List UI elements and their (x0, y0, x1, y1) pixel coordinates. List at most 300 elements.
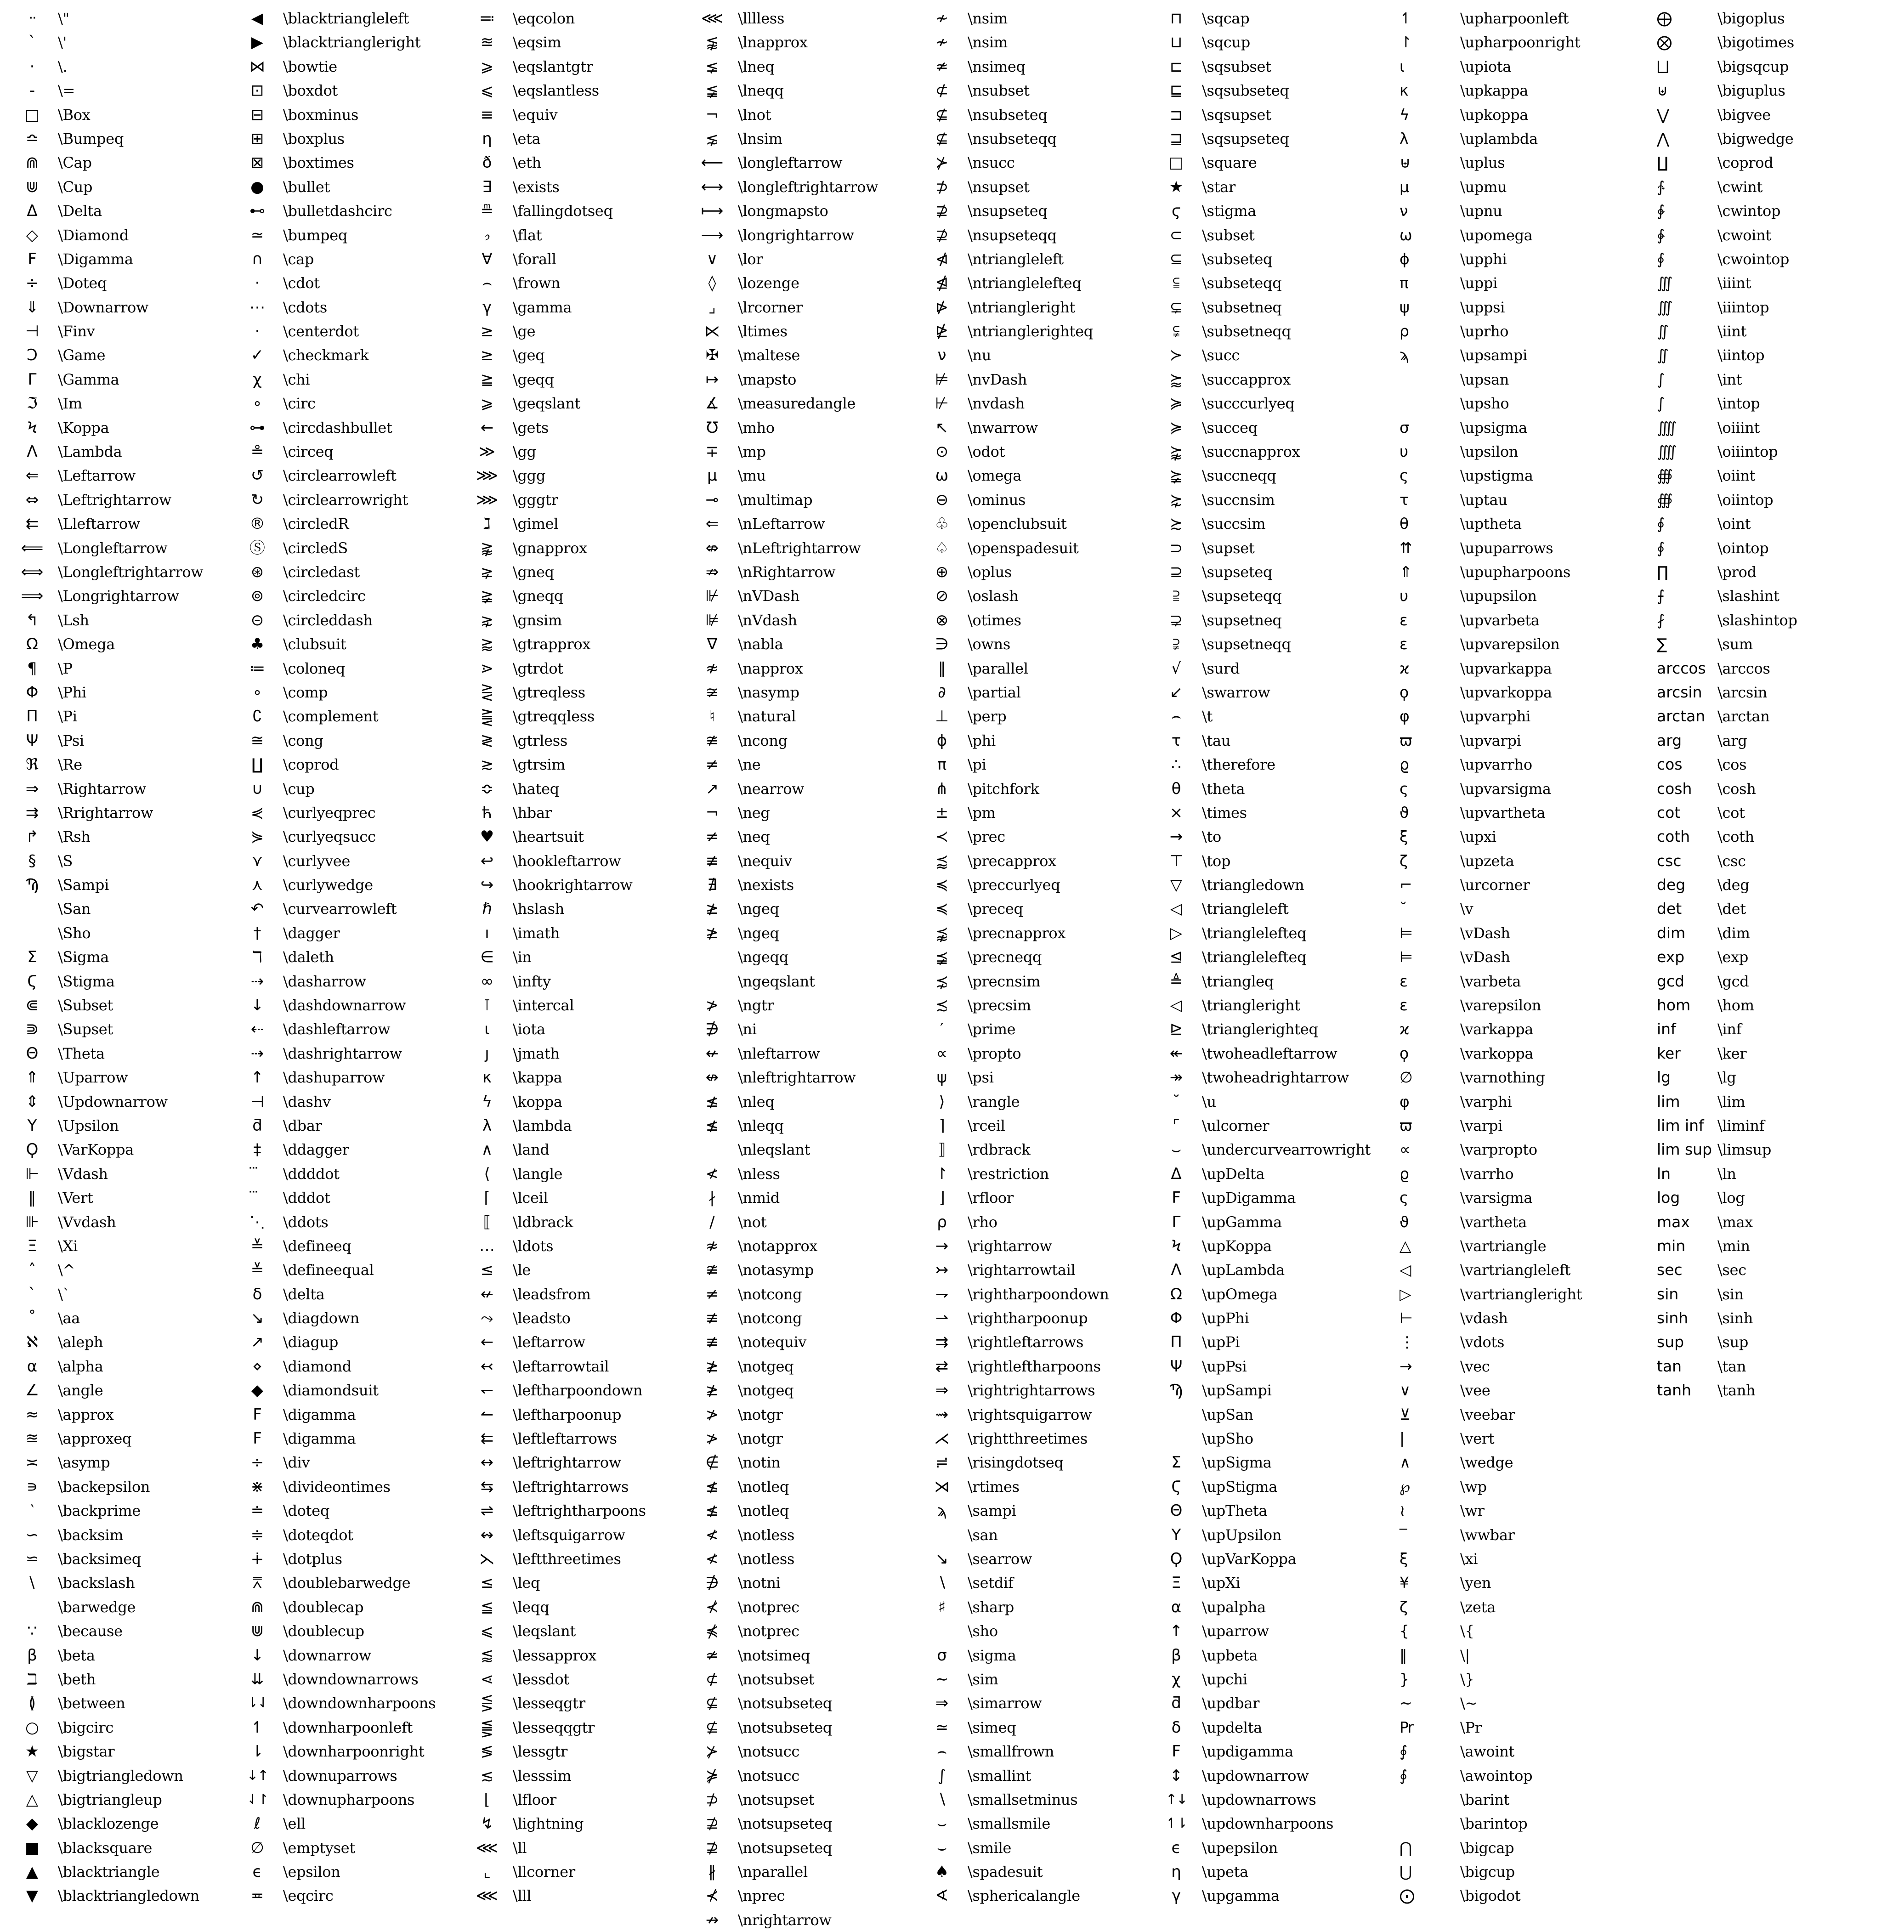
symbol-glyph: ⋒ (250, 1598, 264, 1616)
symbol-row (6, 6, 232, 30)
symbol-command-name: \smallsetminus (968, 1790, 1078, 1808)
symbol-glyph: α (27, 1357, 38, 1376)
symbol-glyph: ⊘ (935, 587, 949, 606)
symbol-command-name: \propto (968, 1044, 1021, 1062)
symbol-command-name: \upTheta (1202, 1502, 1268, 1520)
symbol-command-name: \ker (1717, 1044, 1747, 1062)
symbol-row (232, 753, 461, 776)
symbol-command-name: \rho (968, 1213, 997, 1231)
symbol-row (1389, 1788, 1647, 1812)
symbol-row (1647, 729, 1904, 753)
symbol-row (6, 1090, 232, 1114)
symbol-command-name: \lrcorner (738, 298, 803, 316)
symbol-glyph: ⊷ (249, 202, 265, 221)
symbol-glyph: ζ (1400, 851, 1408, 870)
symbol-command-name: \ldots (513, 1237, 554, 1255)
symbol-command-name: \Cap (58, 154, 92, 172)
symbol-command-name: \defineequal (283, 1261, 374, 1279)
symbol-command-name: \doublecup (283, 1622, 364, 1640)
symbol-row (6, 103, 232, 127)
symbol-row (686, 223, 916, 247)
symbol-row (232, 1138, 461, 1161)
symbol-glyph: ⋂ (1400, 1838, 1412, 1857)
symbol-row (6, 1378, 232, 1402)
symbol-glyph: · (255, 274, 260, 293)
symbol-glyph: ≷ (480, 731, 494, 750)
symbol-glyph: ϖ (1400, 1116, 1412, 1134)
symbol-row (686, 1547, 916, 1571)
symbol-glyph: Ϟ (1171, 1236, 1182, 1255)
symbol-command-name: \rceil (968, 1116, 1005, 1134)
symbol-glyph: ⋇ (250, 1477, 264, 1496)
symbol-command-name: \varpropto (1460, 1141, 1537, 1159)
symbol-row (461, 1306, 686, 1330)
symbol-glyph: ⋃ (1400, 1863, 1412, 1881)
symbol-command-name: \upharpoonleft (1460, 10, 1569, 27)
symbol-command-name: \upupsilon (1460, 587, 1537, 605)
symbol-command-name: \lessapprox (513, 1646, 597, 1664)
symbol-glyph: ⟸ (21, 538, 44, 557)
symbol-row (916, 1114, 1150, 1138)
symbol-command-name: \nequiv (738, 852, 792, 870)
symbol-command-name: \upPi (1202, 1333, 1240, 1351)
symbol-glyph: ≦ (480, 1598, 494, 1616)
symbol-glyph: ⇂ (250, 1742, 264, 1761)
symbol-command-name: \eqcolon (513, 10, 575, 27)
symbol-row (916, 1306, 1150, 1330)
symbol-command-name: \upOmega (1202, 1285, 1278, 1303)
symbol-command-name: \succneqq (1202, 467, 1276, 485)
symbol-glyph: Υ (27, 1116, 37, 1135)
symbol-row (461, 1427, 686, 1450)
symbol-glyph: sup (1657, 1333, 1684, 1351)
symbol-command-name: \| (1460, 1646, 1470, 1664)
symbol-command-name: \ncong (738, 731, 788, 749)
symbol-glyph: Ξ (1171, 1574, 1181, 1592)
symbol-glyph: ϡ (937, 1501, 947, 1520)
symbol-command-name: \doteqdot (283, 1526, 353, 1544)
symbol-row (686, 464, 916, 487)
symbol-command-name: \forall (513, 250, 556, 268)
symbol-glyph: cot (1657, 803, 1681, 822)
symbol-glyph: ⊅ (705, 1790, 719, 1809)
symbol-glyph: ≉ (705, 659, 719, 678)
symbol-row (686, 584, 916, 608)
symbol-command-name: \S (58, 852, 73, 870)
symbol-glyph: ′ (940, 1020, 944, 1039)
symbol-row (916, 1739, 1150, 1763)
symbol-row (461, 945, 686, 969)
symbol-glyph: Ψ (1170, 1357, 1183, 1376)
symbol-glyph: ≃ (935, 1718, 949, 1737)
symbol-command-name: \precnsim (968, 972, 1041, 990)
symbol-command-name: \square (1202, 154, 1257, 172)
symbol-command-name: \triangleleft (1202, 900, 1289, 918)
symbol-command-name: \ggg (513, 467, 546, 485)
symbol-glyph: ↩ (480, 851, 494, 870)
symbol-row (916, 1571, 1150, 1595)
symbol-glyph: ⇑ (1400, 562, 1412, 581)
symbol-command-name: \urcorner (1460, 876, 1530, 894)
symbol-command-name: \simarrow (968, 1694, 1042, 1712)
symbol-command-name: \nleqq (738, 1116, 784, 1134)
symbol-command-name: \arg (1717, 731, 1747, 749)
symbol-row (686, 440, 916, 464)
symbol-glyph: ϱ (1400, 755, 1409, 774)
symbol-row (232, 1450, 461, 1474)
symbol-glyph: ⊖ (935, 490, 949, 509)
symbol-command-name: \nprec (738, 1887, 785, 1905)
symbol-row (1647, 199, 1904, 223)
symbol-command-name: \geqq (513, 370, 554, 388)
symbol-glyph: υ (1400, 587, 1409, 605)
symbol-row (461, 1282, 686, 1306)
symbol-command-name: \Sigma (58, 948, 109, 966)
symbol-row (1389, 416, 1647, 440)
symbol-glyph: ⊺ (483, 996, 491, 1015)
symbol-row (686, 1812, 916, 1836)
symbol-glyph: ∮ (1400, 1766, 1408, 1785)
symbol-row (232, 6, 461, 30)
symbol-glyph: ○ (25, 1718, 39, 1737)
symbol-glyph: ⊁ (935, 153, 949, 172)
symbol-command-name: \boxdot (283, 82, 338, 100)
symbol-row (916, 1812, 1150, 1836)
symbol-row (232, 536, 461, 560)
symbol-row (1647, 1186, 1904, 1210)
symbol-command-name: \Box (58, 106, 91, 124)
symbol-glyph: ⊏ (1169, 57, 1183, 76)
symbol-command-name: \dashrightarrow (283, 1044, 402, 1062)
symbol-command-name: \odot (968, 443, 1005, 461)
symbol-glyph: ↕ (1169, 1766, 1183, 1785)
symbol-glyph: ↦ (705, 370, 719, 389)
symbol-row (1150, 777, 1389, 801)
symbol-glyph: ⇐ (25, 466, 39, 485)
symbol-row (461, 440, 686, 464)
symbol-command-name: \Phi (58, 683, 86, 701)
symbol-command-name: \supsetneq (1202, 611, 1282, 629)
symbol-glyph: ≉ (705, 1236, 719, 1255)
symbol-row (461, 1330, 686, 1354)
symbol-row (232, 175, 461, 199)
symbol-command-name: \csc (1717, 852, 1746, 870)
symbol-row (232, 1065, 461, 1089)
symbol-command-name: \log (1717, 1189, 1745, 1207)
symbol-glyph: ⊋ (1169, 611, 1183, 629)
symbol-command-name: \backepsilon (58, 1478, 150, 1496)
symbol-glyph: ⌉ (939, 1116, 945, 1135)
symbol-row (1647, 1017, 1904, 1041)
symbol-row (232, 704, 461, 728)
symbol-glyph: lim inf (1657, 1116, 1704, 1134)
symbol-row (232, 30, 461, 54)
symbol-command-name: \nsucc (968, 154, 1015, 172)
symbol-command-name: \updownarrows (1202, 1790, 1316, 1808)
symbol-command-name: \curlyeqsucc (283, 828, 376, 846)
symbol-row (232, 1619, 461, 1643)
symbol-command-name: \nrightarrow (738, 1911, 832, 1929)
symbol-glyph: ≱ (705, 1357, 719, 1376)
symbol-glyph: Σ (27, 948, 37, 967)
symbol-command-name: \iint (1717, 323, 1747, 340)
symbol-glyph: ↮ (705, 1068, 719, 1087)
symbol-row (686, 1042, 916, 1065)
symbol-command-name: \blacktriangleright (283, 34, 421, 51)
symbol-row (1647, 1330, 1904, 1354)
symbol-glyph: arg (1657, 731, 1682, 749)
symbol-row (1150, 753, 1389, 776)
symbol-row (1150, 657, 1389, 680)
symbol-row (232, 512, 461, 536)
symbol-glyph: · (29, 57, 35, 76)
symbol-command-name: \notequiv (738, 1333, 807, 1351)
symbol-row (916, 1619, 1150, 1643)
symbol-row (1150, 560, 1389, 584)
symbol-glyph: ⪷ (935, 851, 949, 870)
symbol-command-name: \lneq (738, 57, 775, 75)
symbol-glyph: ⊢ (1400, 1309, 1413, 1327)
symbol-glyph: ·· (28, 10, 36, 26)
symbol-glyph: ȷ (485, 1044, 489, 1063)
symbol-row (916, 1330, 1150, 1354)
symbol-row (232, 657, 461, 680)
symbol-glyph: ♤ (935, 538, 949, 557)
symbol-glyph: ⌢ (936, 1742, 947, 1761)
symbol-glyph: ® (249, 515, 265, 533)
symbol-row (232, 1258, 461, 1282)
symbol-command-name: \downdownarrows (283, 1670, 419, 1688)
symbol-row (1150, 1691, 1389, 1715)
symbol-row (461, 271, 686, 295)
symbol-command-name: \cong (283, 731, 323, 749)
symbol-command-name: \ntriangleright (968, 298, 1076, 316)
symbol-command-name: \succ (1202, 346, 1240, 364)
symbol-glyph: ⟨ (484, 1164, 490, 1183)
symbol-glyph: ⌣ (936, 1838, 947, 1857)
symbol-command-name: \emptyset (283, 1839, 356, 1857)
symbol-command-name: \varkappa (1460, 1020, 1534, 1038)
symbol-row (232, 1739, 461, 1763)
symbol-command-name: \` (58, 1285, 70, 1303)
symbol-row (1647, 1090, 1904, 1114)
symbol-row (1389, 103, 1647, 127)
symbol-command-name: \smallint (968, 1767, 1031, 1785)
symbol-row (6, 1716, 232, 1739)
symbol-command-name: \cdots (283, 298, 327, 316)
symbol-row (461, 1812, 686, 1836)
symbol-command-name: \diagdown (283, 1309, 360, 1327)
symbol-row (1647, 127, 1904, 151)
symbol-glyph: ⨌ (1657, 418, 1677, 436)
symbol-command-name: \nleq (738, 1093, 775, 1110)
symbol-glyph: ‖ (28, 1189, 36, 1207)
symbol-command-name: \diagup (283, 1333, 339, 1351)
symbol-glyph: ⇝ (935, 1405, 949, 1424)
symbol-command-name: \longleftarrow (738, 154, 843, 172)
symbol-command-name: \iiintop (1717, 298, 1769, 316)
symbol-command-name: \cap (283, 250, 314, 268)
symbol-row (916, 1691, 1150, 1715)
symbol-glyph: ↞ (1169, 1044, 1183, 1063)
symbol-command-name: \rightleftharpoons (968, 1357, 1101, 1375)
symbol-command-name: \Lambda (58, 443, 122, 461)
symbol-command-name: \backprime (58, 1502, 141, 1520)
symbol-glyph: cos (1657, 755, 1683, 774)
symbol-command-name: \Vvdash (58, 1213, 116, 1231)
symbol-command-name: \because (58, 1622, 123, 1640)
symbol-command-name: \leftharpoonup (513, 1405, 622, 1423)
symbol-row (232, 945, 461, 969)
symbol-glyph: ≇ (705, 1261, 719, 1280)
symbol-command-name: \notsupseteq (738, 1815, 833, 1833)
symbol-command-name: \notprec (738, 1598, 799, 1616)
symbol-row (232, 1017, 461, 1041)
symbol-glyph: ϑ (1400, 803, 1409, 822)
symbol-command-name: \le (513, 1261, 531, 1279)
symbol-row (1150, 1065, 1389, 1089)
symbol-command-name: \Finv (58, 323, 95, 340)
symbol-command-name: \digamma (283, 1430, 356, 1448)
symbol-glyph: ⊇ (1169, 562, 1183, 581)
symbol-command-name: \cosh (1717, 780, 1756, 798)
symbol-glyph: ⋊ (934, 1477, 950, 1496)
symbol-glyph: ∰ (1657, 466, 1673, 485)
symbol-command-name: \ntriangleleft (968, 250, 1064, 268)
symbol-glyph: ↘ (935, 1550, 949, 1568)
symbol-glyph: ⇉ (935, 1333, 949, 1352)
symbol-glyph: ↓ (250, 996, 264, 1015)
symbol-glyph: exp (1657, 948, 1685, 966)
symbol-glyph: dim (1657, 924, 1686, 942)
symbol-row (461, 391, 686, 415)
symbol-glyph: ⇒ (935, 1381, 949, 1400)
symbol-glyph: ‡ (253, 1140, 261, 1159)
symbol-row (686, 1403, 916, 1427)
symbol-row (916, 560, 1150, 584)
symbol-command-name: \Updownarrow (58, 1093, 168, 1110)
symbol-command-name: \lnapprox (738, 34, 808, 51)
symbol-glyph: Λ (1171, 1261, 1182, 1280)
symbol-row (916, 1884, 1150, 1908)
symbol-command-name: \langle (513, 1165, 563, 1183)
symbol-command-name: \nsimeq (968, 57, 1026, 75)
symbol-glyph: □ (1168, 153, 1184, 172)
symbol-command-name: \trianglelefteq (1202, 924, 1307, 942)
symbol-row (686, 488, 916, 512)
symbol-glyph: ϰ (1400, 659, 1410, 677)
symbol-row (461, 1860, 686, 1884)
symbol-row (1389, 969, 1647, 993)
symbol-glyph: ⊝ (250, 611, 264, 629)
symbol-command-name: \slashintop (1717, 611, 1797, 629)
symbol-command-name: \upSho (1202, 1430, 1253, 1448)
symbol-glyph: Ϟ (27, 418, 38, 437)
symbol-command-name: \yen (1460, 1574, 1491, 1592)
symbol-row (6, 1210, 232, 1234)
symbol-command-name: \leftarrow (513, 1333, 585, 1351)
symbol-command-name: \upgamma (1202, 1887, 1280, 1905)
symbol-command-name: \leadsfrom (513, 1285, 591, 1303)
symbol-row (1389, 632, 1647, 656)
symbol-glyph: Ϛ (27, 972, 38, 991)
symbol-command-name: \theta (1202, 780, 1245, 798)
symbol-row (1389, 1860, 1647, 1884)
symbol-glyph: ¬ (705, 105, 719, 124)
symbol-row (6, 993, 232, 1017)
symbol-command-name: \natural (738, 708, 796, 725)
symbol-row (1389, 1042, 1647, 1065)
symbol-glyph: × (1169, 803, 1183, 822)
symbol-glyph: ∐ (1657, 153, 1668, 172)
symbol-glyph: ⊉ (705, 1814, 719, 1833)
symbol-row (916, 1090, 1150, 1114)
symbol-command-name: \varepsilon (1460, 997, 1541, 1014)
symbol-glyph: ψ (1400, 298, 1410, 316)
symbol-glyph: ⌞ (483, 1863, 491, 1881)
symbol-glyph: ↛ (705, 1910, 719, 1929)
symbol-row (686, 1739, 916, 1763)
symbol-command-name: \gtreqqless (513, 708, 595, 725)
symbol-row (916, 849, 1150, 873)
symbol-row (1647, 79, 1904, 102)
symbol-row (232, 1090, 461, 1114)
symbol-command-name: \upxi (1460, 828, 1496, 846)
symbol-glyph: ↢ (480, 1357, 494, 1376)
symbol-glyph: ↯ (480, 1814, 494, 1833)
symbol-row (461, 777, 686, 801)
symbol-glyph: ˋ (28, 1285, 36, 1303)
symbol-row (1389, 1619, 1647, 1643)
symbol-command-name: \circlearrowright (283, 491, 408, 509)
symbol-row (1150, 1884, 1389, 1908)
symbol-row (1150, 103, 1389, 127)
symbol-row (232, 368, 461, 391)
symbol-row (1150, 632, 1389, 656)
symbol-command-name: \ominus (968, 491, 1026, 509)
symbol-row (1150, 512, 1389, 536)
symbol-command-name: \bigsqcup (1717, 57, 1789, 75)
symbol-row (1150, 1450, 1389, 1474)
symbol-glyph: ∅ (250, 1838, 264, 1857)
symbol-command-name: \triangleright (1202, 997, 1300, 1014)
symbol-glyph: ⊔ (1170, 33, 1183, 52)
symbol-command-name: \multimap (738, 491, 813, 509)
symbol-command-name: \nsupseteqq (968, 226, 1057, 244)
symbol-glyph: ⊂ (1169, 226, 1183, 244)
symbol-glyph: ⇎ (705, 538, 719, 557)
symbol-command-name: \openclubsuit (968, 515, 1067, 533)
symbol-glyph: ⋚ (480, 1694, 494, 1713)
symbol-command-name: \simeq (968, 1718, 1016, 1736)
symbol-row (686, 1354, 916, 1378)
symbol-row (1389, 1812, 1647, 1836)
symbol-row (1150, 1667, 1389, 1691)
symbol-glyph: ≥ (480, 346, 494, 365)
symbol-command-name: \bigoplus (1717, 10, 1785, 27)
symbol-row (1150, 79, 1389, 102)
symbol-row (916, 175, 1150, 199)
symbol-glyph: Φ (1170, 1309, 1183, 1328)
symbol-row (461, 1354, 686, 1378)
symbol-command-name: \notapprox (738, 1237, 818, 1255)
symbol-glyph: ≊ (25, 1429, 39, 1448)
symbol-command-name: \eth (513, 154, 541, 172)
symbol-row (6, 873, 232, 897)
symbol-glyph: ≁ (935, 9, 949, 28)
symbol-glyph: τ (1171, 731, 1181, 750)
symbol-row (686, 271, 916, 295)
